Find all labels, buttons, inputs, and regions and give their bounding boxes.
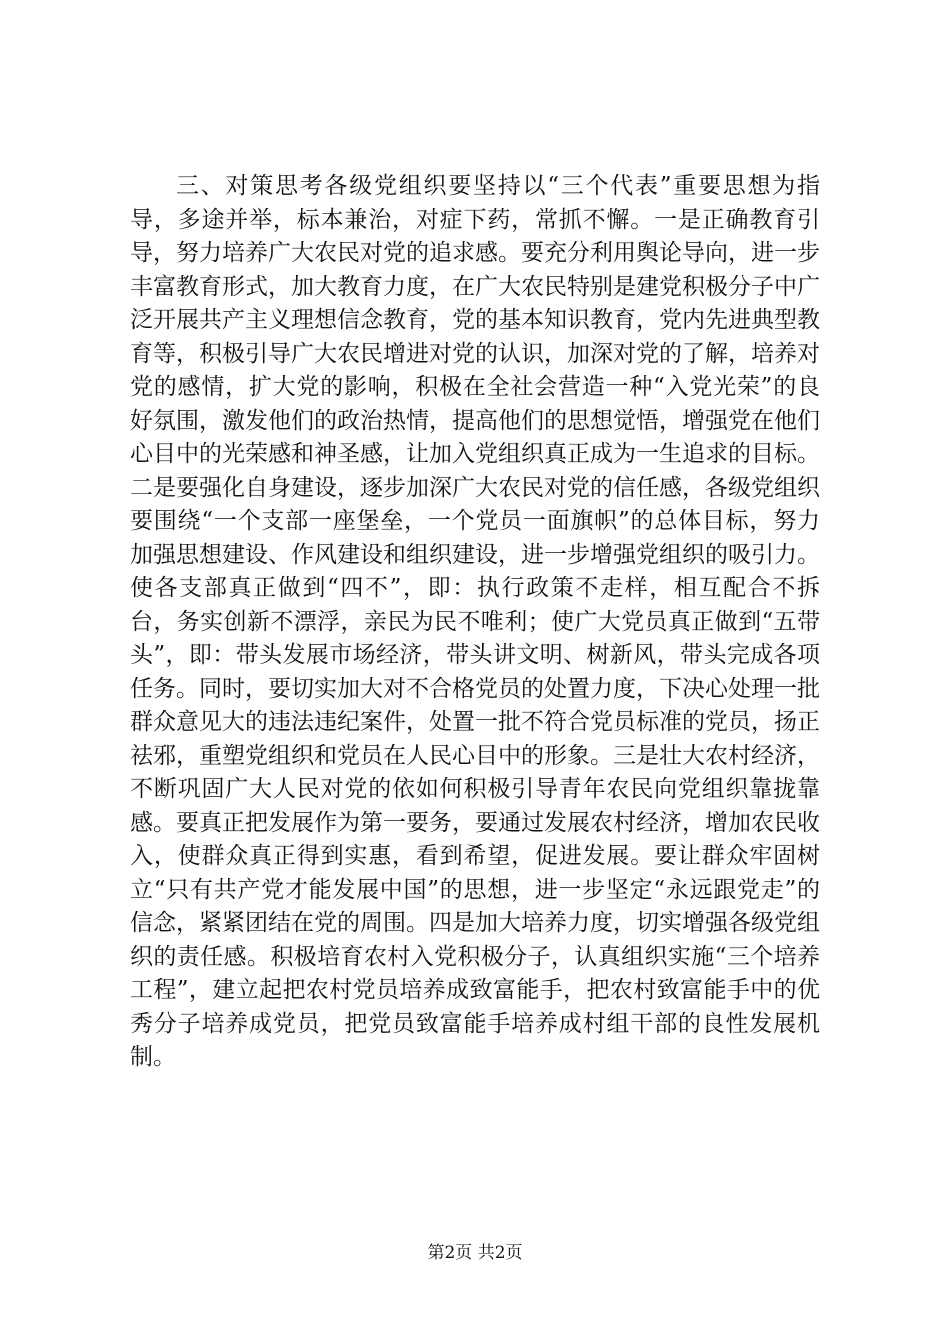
page-number-footer: 第2页 共2页	[427, 1243, 523, 1263]
body-paragraph: 三、对策思考各级党组织要坚持以“三个代表”重要思想为指导，多途并举，标本兼治，对症下药，常抓不懈。一是正确教育引导，努力培养广大农民对党的追求感。要充分利用舆论导向，进一步丰富教育形式，加大教育力度，在广大农民特别是建党积极分子中广泛开展共产主义理想信念教育，党的基本知识教育，党内先进典型教育等，积极引导广大农民增进对党的认识，加深对党的了解，培养对党的感情，扩大党的影响，积极在全社会营造一种“入党光荣”的良好氛围，激发他们的政治热情，提高他们的思想觉悟，增强党在他们心目中的光荣感和神圣感，让加入党组织真正成为一生追求的目标。二是要强化自身建设，逐步加深广大农民对党的信任感，各级党组织要围绕“一个支部一座堡垒，一个党员一面旗帜”的总体目标，努力加强思想建设、作风建设和组织建设，进一步增强党组织的吸引力。使各支部真正做到“四不”，即：执行政策不走样，相互配合不拆台，务实创新不漂浮，亲民为民不唯利；使广大党员真正做到“五带头”，即：带头发展市场经济，带头讲文明、树新风，带头完成各项任务。同时，要切实加大对不合格党员的处置力度，下决心处理一批群众意见大的违法违纪案件，处置一批不符合党员标准的党员，扬正祛邪，重塑党组织和党员在人民心目中的形象。三是壮大农村经济，不断巩固广大人民对党的依如何积极引导青年农民向党组织靠拢靠感。要真正把发展作为第一要务，要通过发展农村经济，增加农民收入，使群众真正得到实惠，看到希望，促进发展。要让群众牢固树立“只有共产党才能发展中国”的思想，进一步坚定“永远跟党走”的信念，紧紧团结在党的周围。四是加大培养力度，切实增强各级党组织的责任感。积极培育农村入党积极分子，认真组织实施“三个培养工程”，建立起把农村党员培养成致富能手，把农村致富能手中的优秀分子培养成党员，把党员致富能手培养成村组干部的良性发展机制。	[130, 173, 820, 1070]
document-body	[130, 170, 820, 1075]
